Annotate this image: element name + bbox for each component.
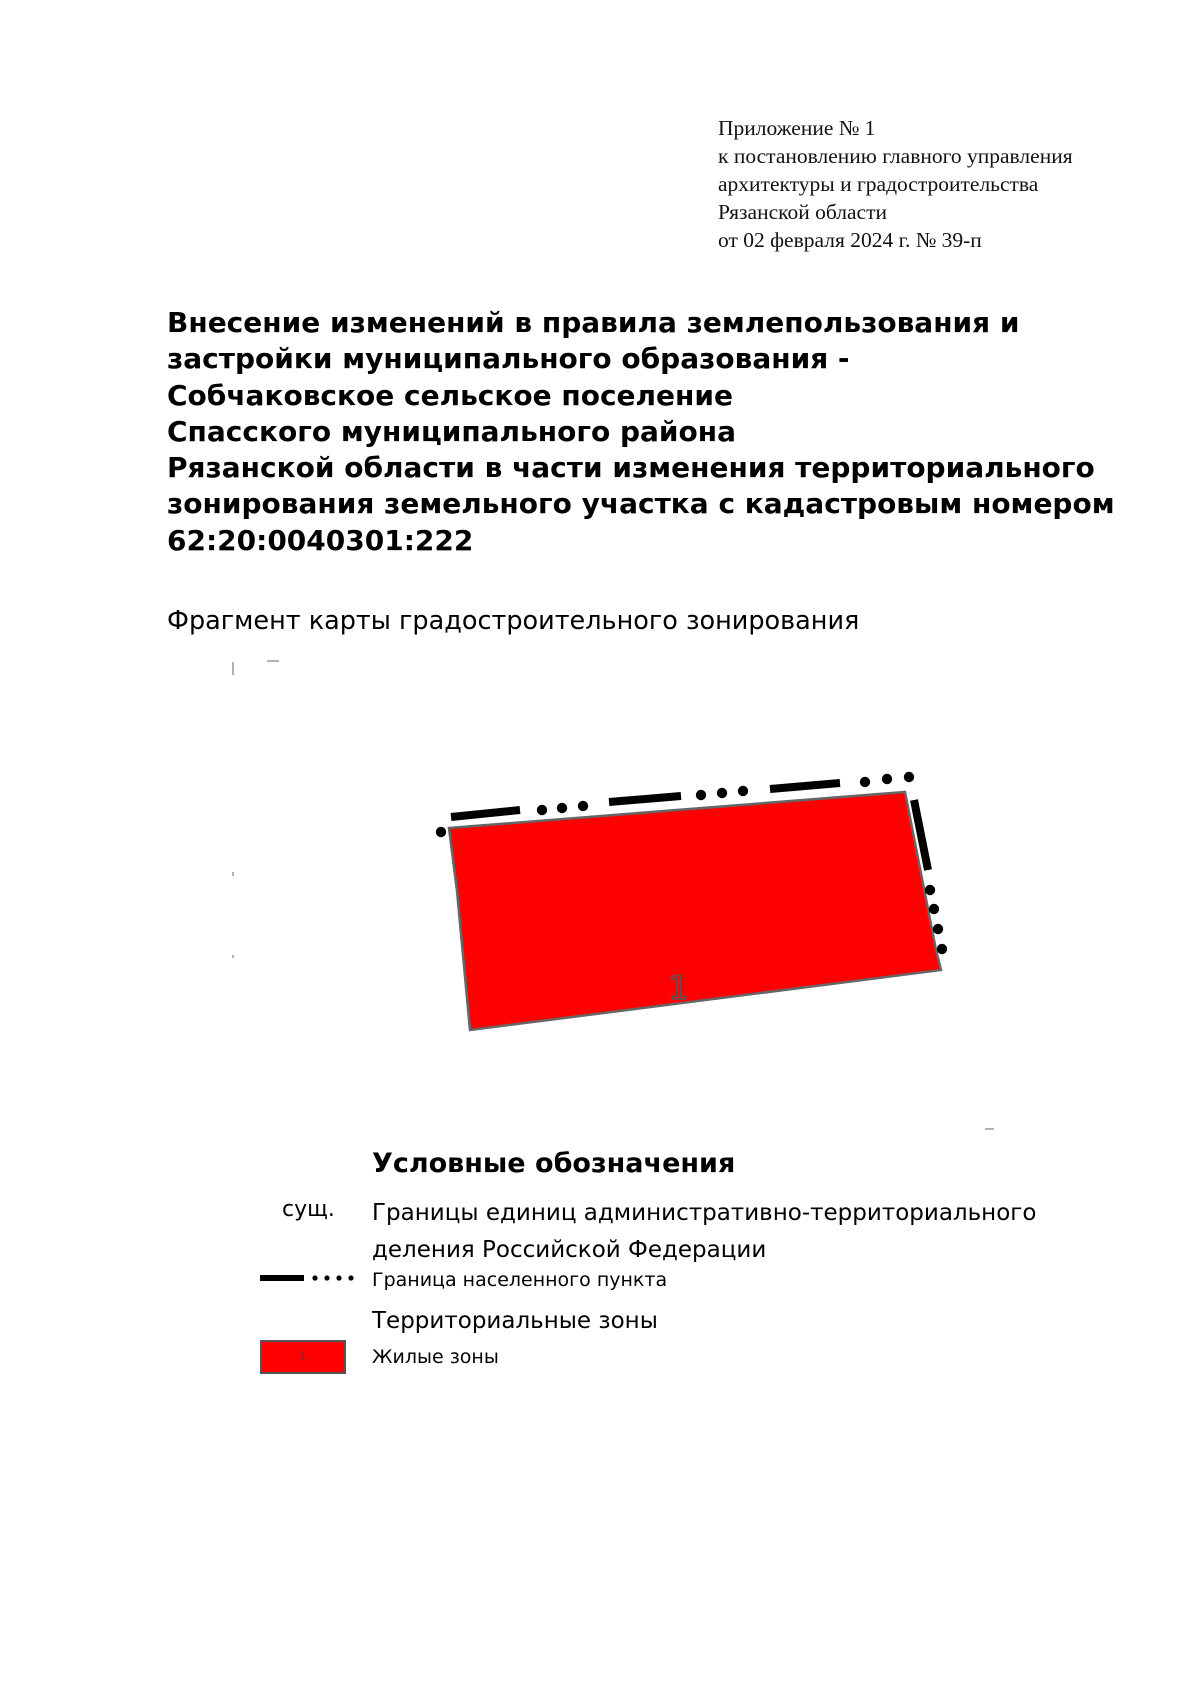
title-line: Собчаковское сельское поселение xyxy=(167,378,733,412)
legend-label-line: деления Российской Федерации xyxy=(372,1237,767,1263)
legend-label-line: Границы единиц административно-территориального xyxy=(372,1200,1037,1226)
legend-label-residential-zones: Жилые зоны xyxy=(372,1346,499,1368)
settlement-boundary-symbol xyxy=(258,1273,354,1283)
legend-heading-territorial-zones: Территориальные зоны xyxy=(372,1308,658,1334)
map-subtitle: Фрагмент карты градостроительного зонирования xyxy=(167,606,860,636)
appendix-line: Рязанской области xyxy=(718,200,887,224)
legend-label-settlement-boundary: Граница населенного пункта xyxy=(372,1269,668,1291)
appendix-line: от 02 февраля 2024 г. № 39-п xyxy=(718,228,982,252)
appendix-line: архитектуры и градостроительства xyxy=(718,172,1039,196)
title-line: Внесение изменений в правила землепользования и xyxy=(167,306,1020,339)
zone-number-label: 1 xyxy=(667,969,689,1007)
appendix-line: к постановлению главного управления xyxy=(718,144,1073,168)
title-line: Спасского муниципального района xyxy=(167,414,736,448)
appendix-line: Приложение № 1 xyxy=(718,116,876,140)
title-line: 62:20:0040301:222 xyxy=(167,523,474,557)
title-line: застройки муниципального образования - xyxy=(167,342,850,376)
admin-boundary-symbol: сущ. xyxy=(282,1197,335,1222)
title-line: зонирования земельного участка с кадастровым номером xyxy=(167,487,1115,521)
residential-zone-swatch: 1 xyxy=(260,1340,346,1374)
title-line: Рязанской области в части изменения территориального xyxy=(167,451,1095,485)
legend-title: Условные обозначения xyxy=(372,1148,736,1179)
residential-zone-polygon xyxy=(449,792,941,1030)
legend-label-admin-boundary xyxy=(372,1195,1036,1269)
